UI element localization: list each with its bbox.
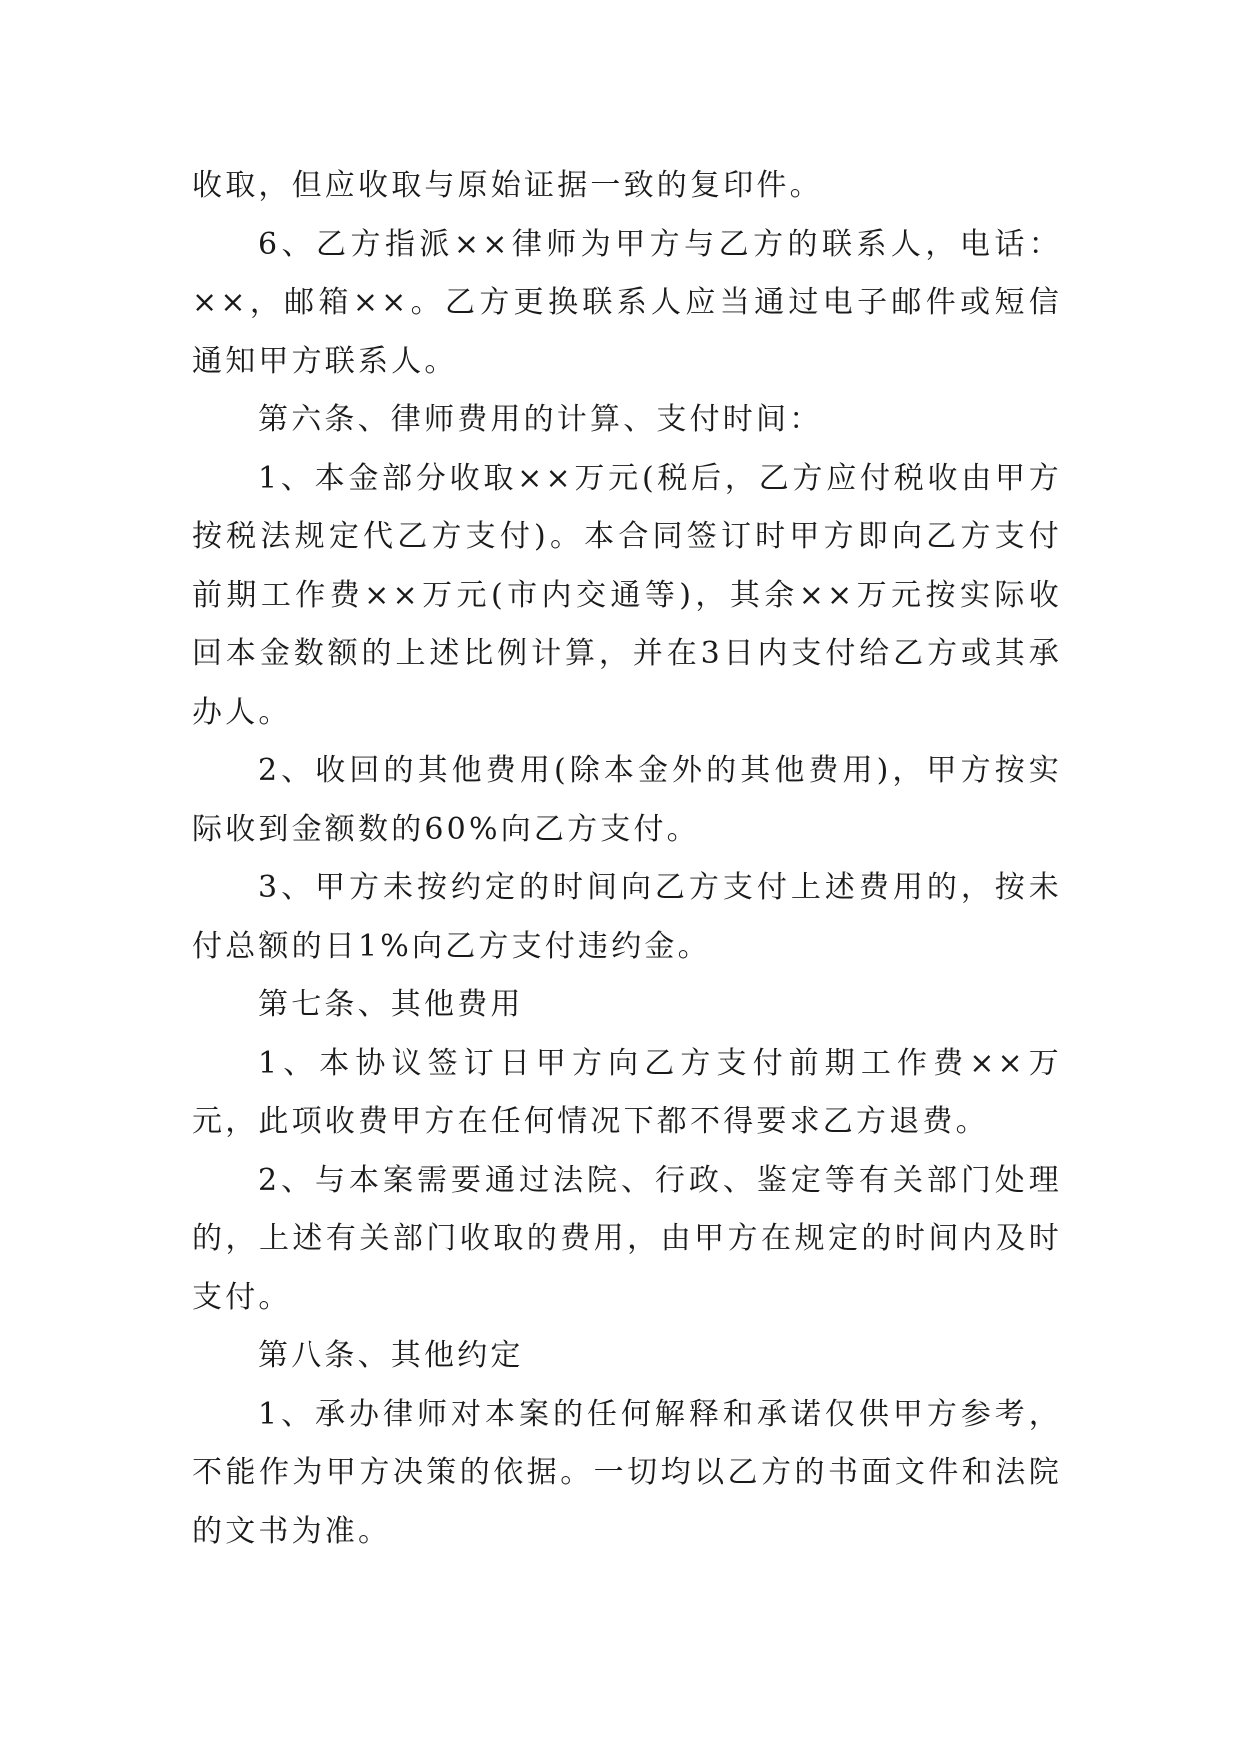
paragraph-contact-person: 6、乙方指派××律师为甲方与乙方的联系人，电话：××，邮箱××。乙方更换联系人应当通过电子邮件或短信通知甲方联系人。 [192,226,1062,379]
paragraph-prepaid-fee: 1、本协议签订日甲方向乙方支付前期工作费××万元，此项收费甲方在任何情况下都不得要求乙方退费。 [192,1045,1062,1139]
document-body [192,157,1062,1561]
paragraph-penalty: 3、甲方未按约定的时间向乙方支付上述费用的，按未付总额的日1%向乙方支付违约金。 [192,870,1062,964]
paragraph-fee-other: 2、收回的其他费用(除本金外的其他费用)，甲方按实际收到金额数的60%向乙方支付。 [192,753,1062,847]
paragraph-lawyer-explanations: 1、承办律师对本案的任何解释和承诺仅供甲方参考，不能作为甲方决策的依据。一切均以乙方的书面文件和法院的文书为准。 [192,1396,1062,1549]
heading-article-7: 第七条、其他费用 [258,987,524,1022]
paragraph-continuation: 收取，但应收取与原始证据一致的复印件。 [192,168,823,203]
heading-article-6: 第六条、律师费用的计算、支付时间： [258,402,823,437]
paragraph-department-fees: 2、与本案需要通过法院、行政、鉴定等有关部门处理的，上述有关部门收取的费用，由甲方在规定的时间内及时支付。 [192,1162,1062,1315]
heading-article-8: 第八条、其他约定 [258,1338,524,1373]
paragraph-fee-principal: 1、本金部分收取××万元(税后，乙方应付税收由甲方按税法规定代乙方支付)。本合同签订时甲方即向乙方支付前期工作费××万元(市内交通等)，其余××万元按实际收回本金数额的上述比例计算，并在3日内支付给乙方或其承办人。 [192,460,1062,730]
